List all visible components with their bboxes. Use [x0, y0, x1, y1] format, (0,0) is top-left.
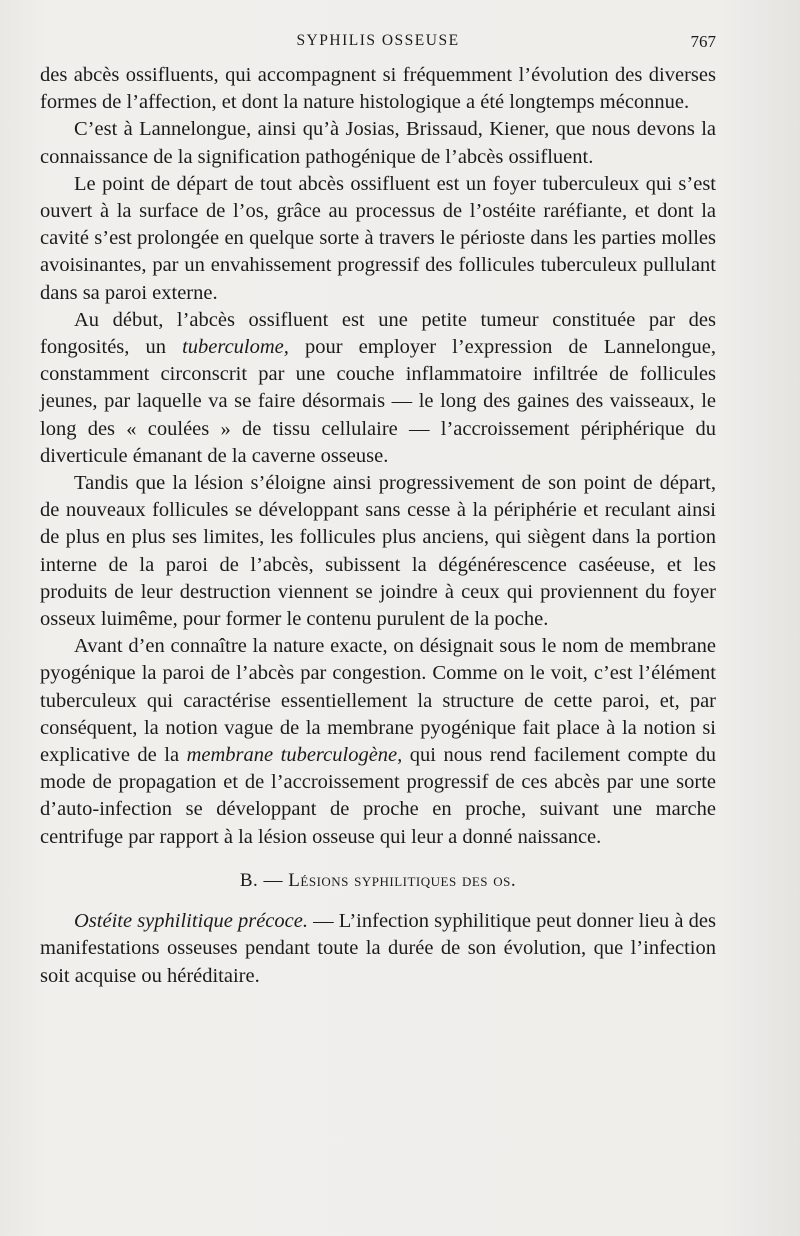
- paragraph-osteite: [40, 908, 716, 990]
- paragraph-text: Au début, l’abcès ossifluent est une petite tumeur constituée par des fongosités, un: [40, 308, 716, 359]
- italic-term-membrane: membrane tuberculogène,: [186, 744, 403, 767]
- page-number: 767: [690, 32, 716, 51]
- paragraph-text: pour employer l’expression de Lannelongue, constamment circonscrit par une couche inflammatoire infiltrée de follicules jeunes, par laquelle va se faire désormais — le long des gaines des vaisseaux, le long des « coulées » de tissu cellulaire — l’accroissement périphérique du diverticule émanant de la caverne osseuse.: [40, 336, 716, 467]
- paragraph-text: qui nous rend facilement compte du mode de propagation et de l’accroissement progressif de ces abcès par une sorte d’auto-infection se développant de proche en proche, suivant une marche centrifuge par rapport à la lésion osseuse qui leur a donné naissance.: [40, 744, 716, 848]
- paragraph-point-de-depart: Le point de départ de tout abcès ossifluent est un foyer tuberculeux qui s’est ouvert à la surface de l’os, grâce au processus de l’ostéite raréfiante, et dont la cavité s’est prolongée en quelque sorte à travers le périoste dans les parties molles avoisinantes, par un envahissement progressif des follicules tuberculeux pullulant dans sa paroi externe.: [40, 172, 716, 304]
- paragraph-au-debut: [40, 307, 716, 470]
- italic-term-tuberculome: tuberculome,: [182, 336, 289, 359]
- running-head: [40, 30, 716, 54]
- section-prefix: B. —: [239, 869, 289, 891]
- paragraph-lannelongue: C’est à Lannelongue, ainsi qu’à Josias, Brissaud, Kiener, que nous devons la connaissance de la signification pathogénique de l’abcès ossifluent.: [40, 118, 716, 168]
- paragraph-avant: [40, 633, 716, 851]
- paragraph-lead-italic: Ostéite syphilitique précoce.: [74, 910, 308, 933]
- section-title: Lésions syphilitiques des os.: [288, 869, 517, 891]
- paragraph-continued: des abcès ossifluents, qui accompagnent si fréquemment l’évolution des diverses formes de l’affection, et dont la nature histologique a été longtemps méconnue.: [40, 64, 716, 114]
- running-title: SYPHILIS OSSEUSE: [296, 32, 460, 49]
- paragraph-text: — L’infection syphilitique peut donner lieu à des manifestations osseuses pendant toute la durée de son évolution, que l’infection soit acquise ou héréditaire.: [40, 910, 716, 987]
- body-text: [40, 62, 716, 990]
- paragraph-tandis-que: Tandis que la lésion s’éloigne ainsi progressivement de son point de départ, de nouveaux follicules se développant sans cesse à la périphérie et reculant ainsi de plus en plus ses limites, les follicules plus anciens, qui siègent dans la portion interne de la paroi de l’abcès, subissent la dégénérescence caséeuse, et les produits de leur destruction viennent se joindre à ceux qui proviennent du foyer osseux luimême, pour former le contenu purulent de la poche.: [40, 472, 716, 631]
- paragraph-text: Avant d’en connaître la nature exacte, on désignait sous le nom de membrane pyogénique la paroi de l’abcès par congestion. Comme on le voit, c’est l’élément tuberculeux qui caractérise essentiellement la structure de cette paroi, et, par conséquent, la notion vague de la membrane pyogénique fait place à la notion si explicative de la: [40, 635, 716, 767]
- section-heading: [40, 867, 716, 894]
